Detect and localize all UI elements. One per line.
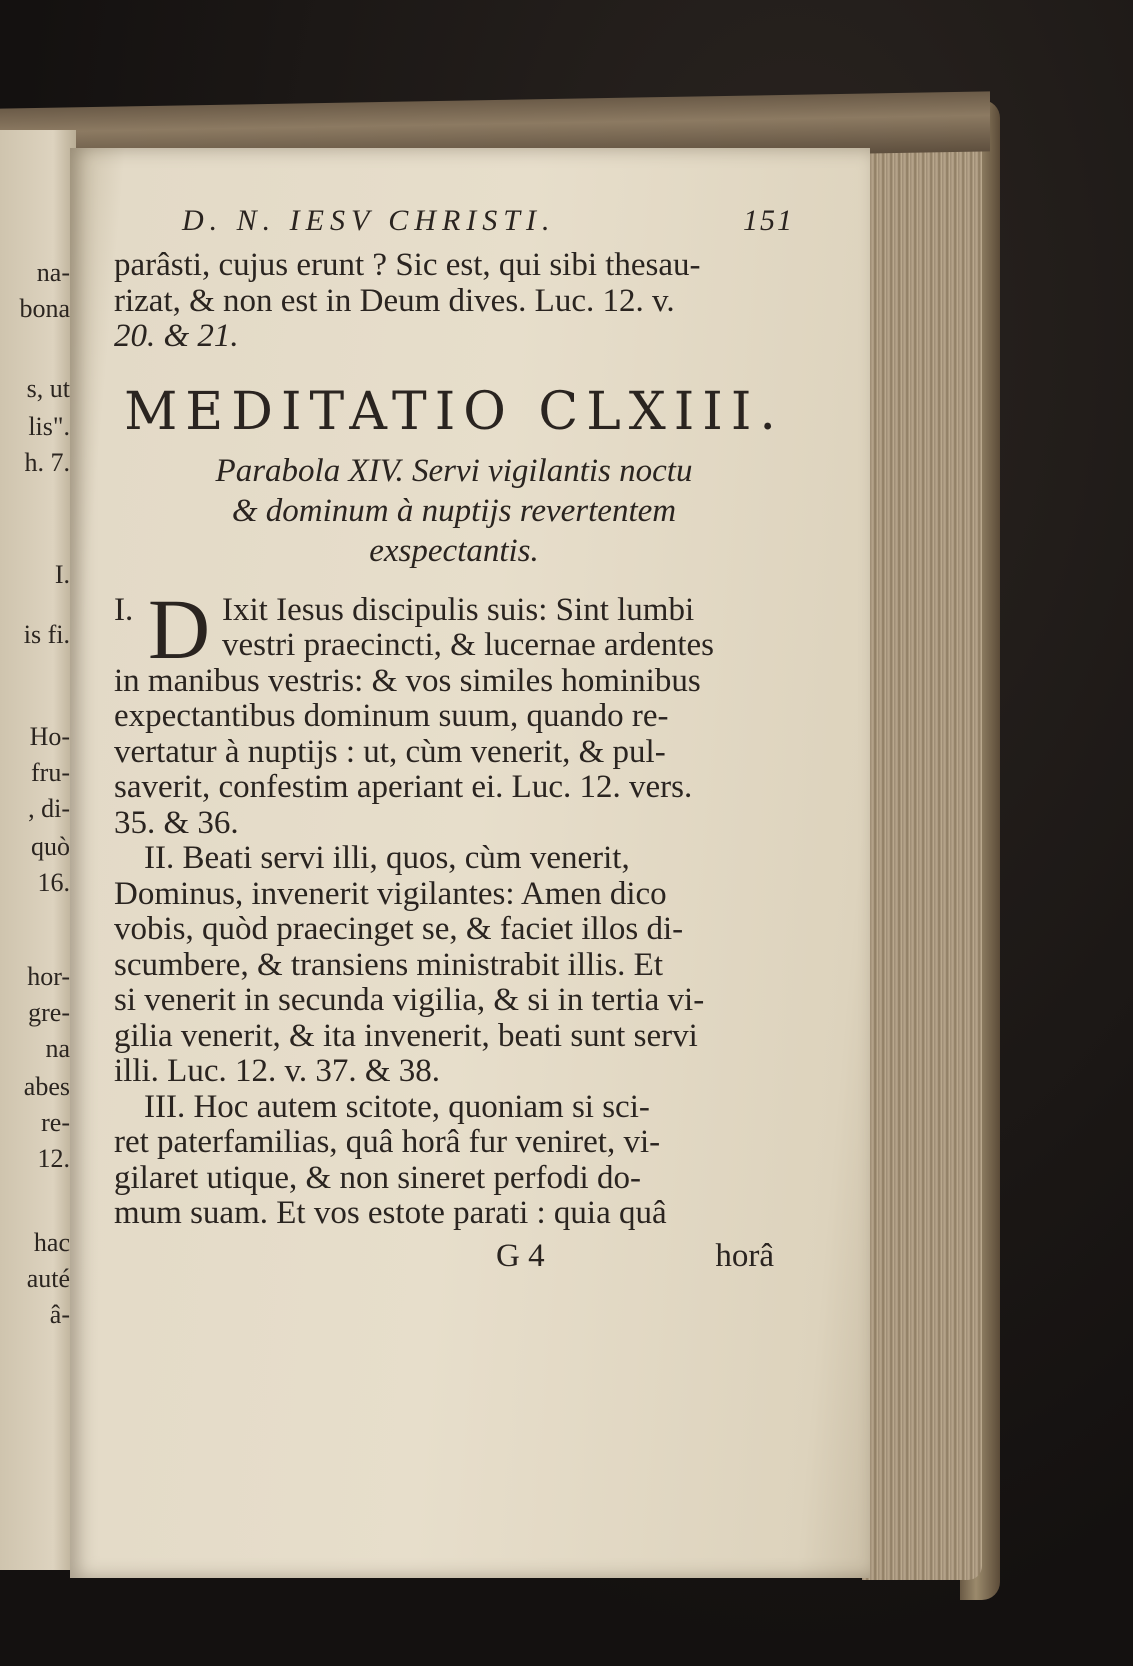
text-line: in manibus vestris: & vos similes hominibus	[114, 662, 701, 699]
left-fragment: hor-	[27, 962, 70, 991]
left-fragment: na	[45, 1034, 70, 1063]
signature-mark: G 4	[496, 1237, 545, 1274]
left-fragment: lis".	[28, 412, 70, 441]
paragraph-3	[114, 1090, 794, 1232]
subtitle-line: & dominum à nuptijs revertentem	[231, 492, 677, 529]
catchword: horâ	[715, 1237, 774, 1274]
text-line: Ixit Iesus discipulis suis: Sint lumbi	[222, 591, 695, 628]
drop-capital: D	[148, 580, 211, 677]
left-fragment: re-	[41, 1108, 70, 1137]
left-fragment: na-	[36, 258, 70, 287]
left-fragment: I.	[54, 560, 70, 589]
left-fragment: , di-	[28, 794, 70, 823]
paragraph-2	[114, 841, 794, 1090]
left-facing-page	[0, 130, 76, 1570]
text-line: expectantibus dominum suum, quando re-	[114, 698, 669, 734]
paragraph-1	[114, 580, 794, 842]
running-head	[114, 204, 794, 248]
left-fragment: auté	[26, 1264, 70, 1293]
left-fragment: Ho-	[29, 722, 70, 751]
text-line: vestri praecincti, & lucernae ardentes	[222, 627, 715, 663]
text-line: parâsti, cujus erunt ? Sic est, qui sibi thesau-	[114, 247, 701, 283]
page-number: 151	[743, 204, 794, 237]
left-fragment: s, ut	[26, 374, 70, 403]
text-line: mum suam. Et vos estote parati : quia quâ	[114, 1195, 667, 1231]
text-line: ret paterfamilias, quâ horâ fur veniret, vi-	[114, 1124, 661, 1160]
paragraph-number: I.	[114, 591, 134, 628]
subtitle-line: Parabola XIV. Servi vigilantis noctu	[215, 452, 693, 489]
running-head-title: D. N. IESV CHRISTI.	[182, 204, 556, 237]
meditation-title: MEDITATIO CLXIII.	[124, 381, 784, 442]
left-fragment: is fi.	[23, 620, 70, 649]
subtitle-line: exspectantis.	[369, 532, 539, 569]
left-fragment: quò	[31, 832, 70, 861]
text-line: vobis, quòd praecinget se, & faciet illos di-	[114, 911, 684, 947]
page-footer	[114, 1238, 794, 1278]
right-page	[70, 148, 870, 1578]
left-fragment: bona	[19, 294, 70, 323]
text-line: III. Hoc autem scitote, quoniam si sci-	[144, 1088, 650, 1125]
text-line: 35. & 36.	[114, 804, 239, 841]
text-line: II. Beati servi illi, quos, cùm venerit,	[144, 840, 630, 876]
page-text	[114, 204, 794, 1278]
left-fragment: 12.	[37, 1144, 70, 1173]
left-fragment: hac	[33, 1228, 70, 1257]
text-line: 20. & 21.	[114, 318, 239, 354]
text-line: gilaret utique, & non sineret perfodi do-	[114, 1159, 641, 1196]
text-line: gilia venerit, & ita invenerit, beati sunt servi	[114, 1017, 698, 1054]
text-line: illi. Luc. 12. v. 37. & 38.	[114, 1053, 441, 1089]
text-line: vertatur à nuptijs : ut, cùm venerit, & pul-	[114, 733, 666, 770]
left-fragment: â-	[49, 1300, 70, 1329]
left-fragment: abes	[23, 1072, 70, 1101]
text-line: saverit, confestim aperiant ei. Luc. 12. vers.	[114, 769, 693, 805]
text-line: Dominus, invenerit vigilantes: Amen dico	[114, 875, 667, 912]
text-line: rizat, & non est in Deum dives. Luc. 12. v.	[114, 282, 675, 319]
left-fragment: fru-	[31, 758, 70, 787]
left-fragment: gre-	[28, 998, 70, 1027]
left-fragment: 16.	[37, 868, 70, 897]
text-line: scumbere, & transiens ministrabit illis. Et	[114, 946, 663, 983]
text-line: si venerit in secunda vigilia, & si in tertia vi-	[114, 982, 705, 1018]
left-fragment: h. 7.	[24, 448, 70, 477]
page-edges	[862, 120, 982, 1580]
